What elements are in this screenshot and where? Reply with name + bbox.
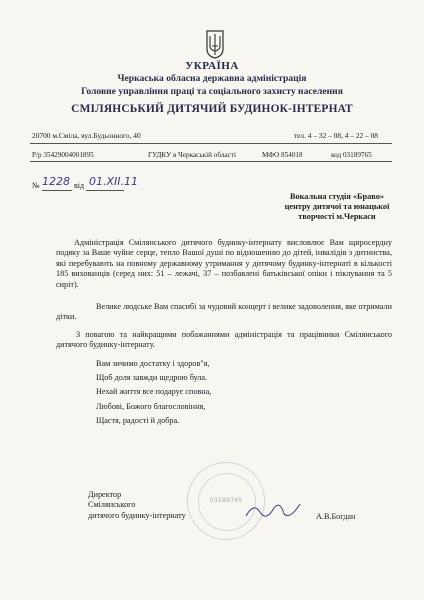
signer-title: Директор	[88, 490, 122, 499]
bank-account: Р/р 35429004001895	[32, 151, 94, 159]
addressee-block	[262, 192, 412, 223]
body-paragraph-1: Адміністрація Смілянського дитячого будинку-інтернату висловлює Вам щиросердну подяку за Ваше чуйне серце, тепло Вашої душі по відношенню до дітей, інвалідів з дитинства, які перебувають на повному державному утримання у дитячому будинку-інтернаті в кількості 185 вихованців (серед них: 51 – лежачі, 37 – позбавлені батьківської опіки і піклування та 5 сиріт).	[56, 238, 392, 289]
mfo-code: МФО 854018	[262, 151, 303, 159]
poem-line: Любові, Божого благословіння,	[96, 401, 206, 411]
handwritten-date: 01.XII.11	[89, 175, 139, 188]
body-paragraph-3: З повагою та найкращими побажаннями адміністрація та працівники Смілянського дитячого будинку-інтернату.	[56, 330, 392, 350]
signature-block	[88, 490, 186, 521]
wishes-poem	[96, 357, 211, 428]
header-administration: Черкаська обласна державна адміністрація	[117, 73, 307, 84]
country-title: УКРАЇНА	[185, 60, 239, 72]
treasury-office: ГУДКУ в Черкаській області	[148, 151, 236, 159]
handwritten-number: 1228	[42, 175, 70, 188]
phone-numbers: тел. 4 – 32 – 08, 4 – 22 – 08	[293, 131, 378, 140]
trident-emblem-icon	[205, 29, 225, 59]
header-divider-bottom	[30, 161, 392, 162]
date-underline	[86, 190, 124, 191]
postal-address: 20700 м.Сміла, вул.Будьонного, 40	[32, 131, 141, 140]
handwritten-signature-icon	[244, 498, 304, 522]
edrpou-code: код 03189765	[331, 151, 372, 159]
poem-line: Щастя, радості й добра.	[96, 415, 180, 425]
addressee-line-1: Вокальна студія «Браво»	[289, 192, 385, 201]
body-paragraph-2: Велике людське Вам спасибі за чудовий концерт і велике задоволення, яке отримали дітки.	[56, 302, 392, 322]
addressee-line-3: творчості м.Черкаси	[298, 212, 376, 222]
addressee-line-2: центру дитячої та юнацької	[284, 202, 390, 212]
header-department: Головне управління праці та соціального захисту населення	[81, 86, 343, 97]
number-underline	[42, 190, 72, 191]
signer-name: А.В.Богдан	[316, 512, 356, 521]
signer-title-line-2: Смілянського	[88, 500, 136, 510]
header-divider-top	[30, 143, 392, 144]
institution-name: СМІЛЯНСЬКИЙ ДИТЯЧИЙ БУДИНОК-ІНТЕРНАТ	[71, 103, 353, 115]
outgoing-number-label: №	[32, 181, 40, 190]
poem-line: Нехай життя все подарує сповна,	[96, 387, 212, 397]
poem-line: Вам зичимо достатку і здоров"я,	[96, 359, 210, 368]
stamp-code: 03189765	[209, 496, 243, 504]
outgoing-date-label: від	[74, 181, 85, 190]
poem-line: Щоб доля завжди щедрою була.	[96, 373, 208, 383]
signer-title-line-3: дитячого будинку-інтернату	[88, 510, 186, 520]
